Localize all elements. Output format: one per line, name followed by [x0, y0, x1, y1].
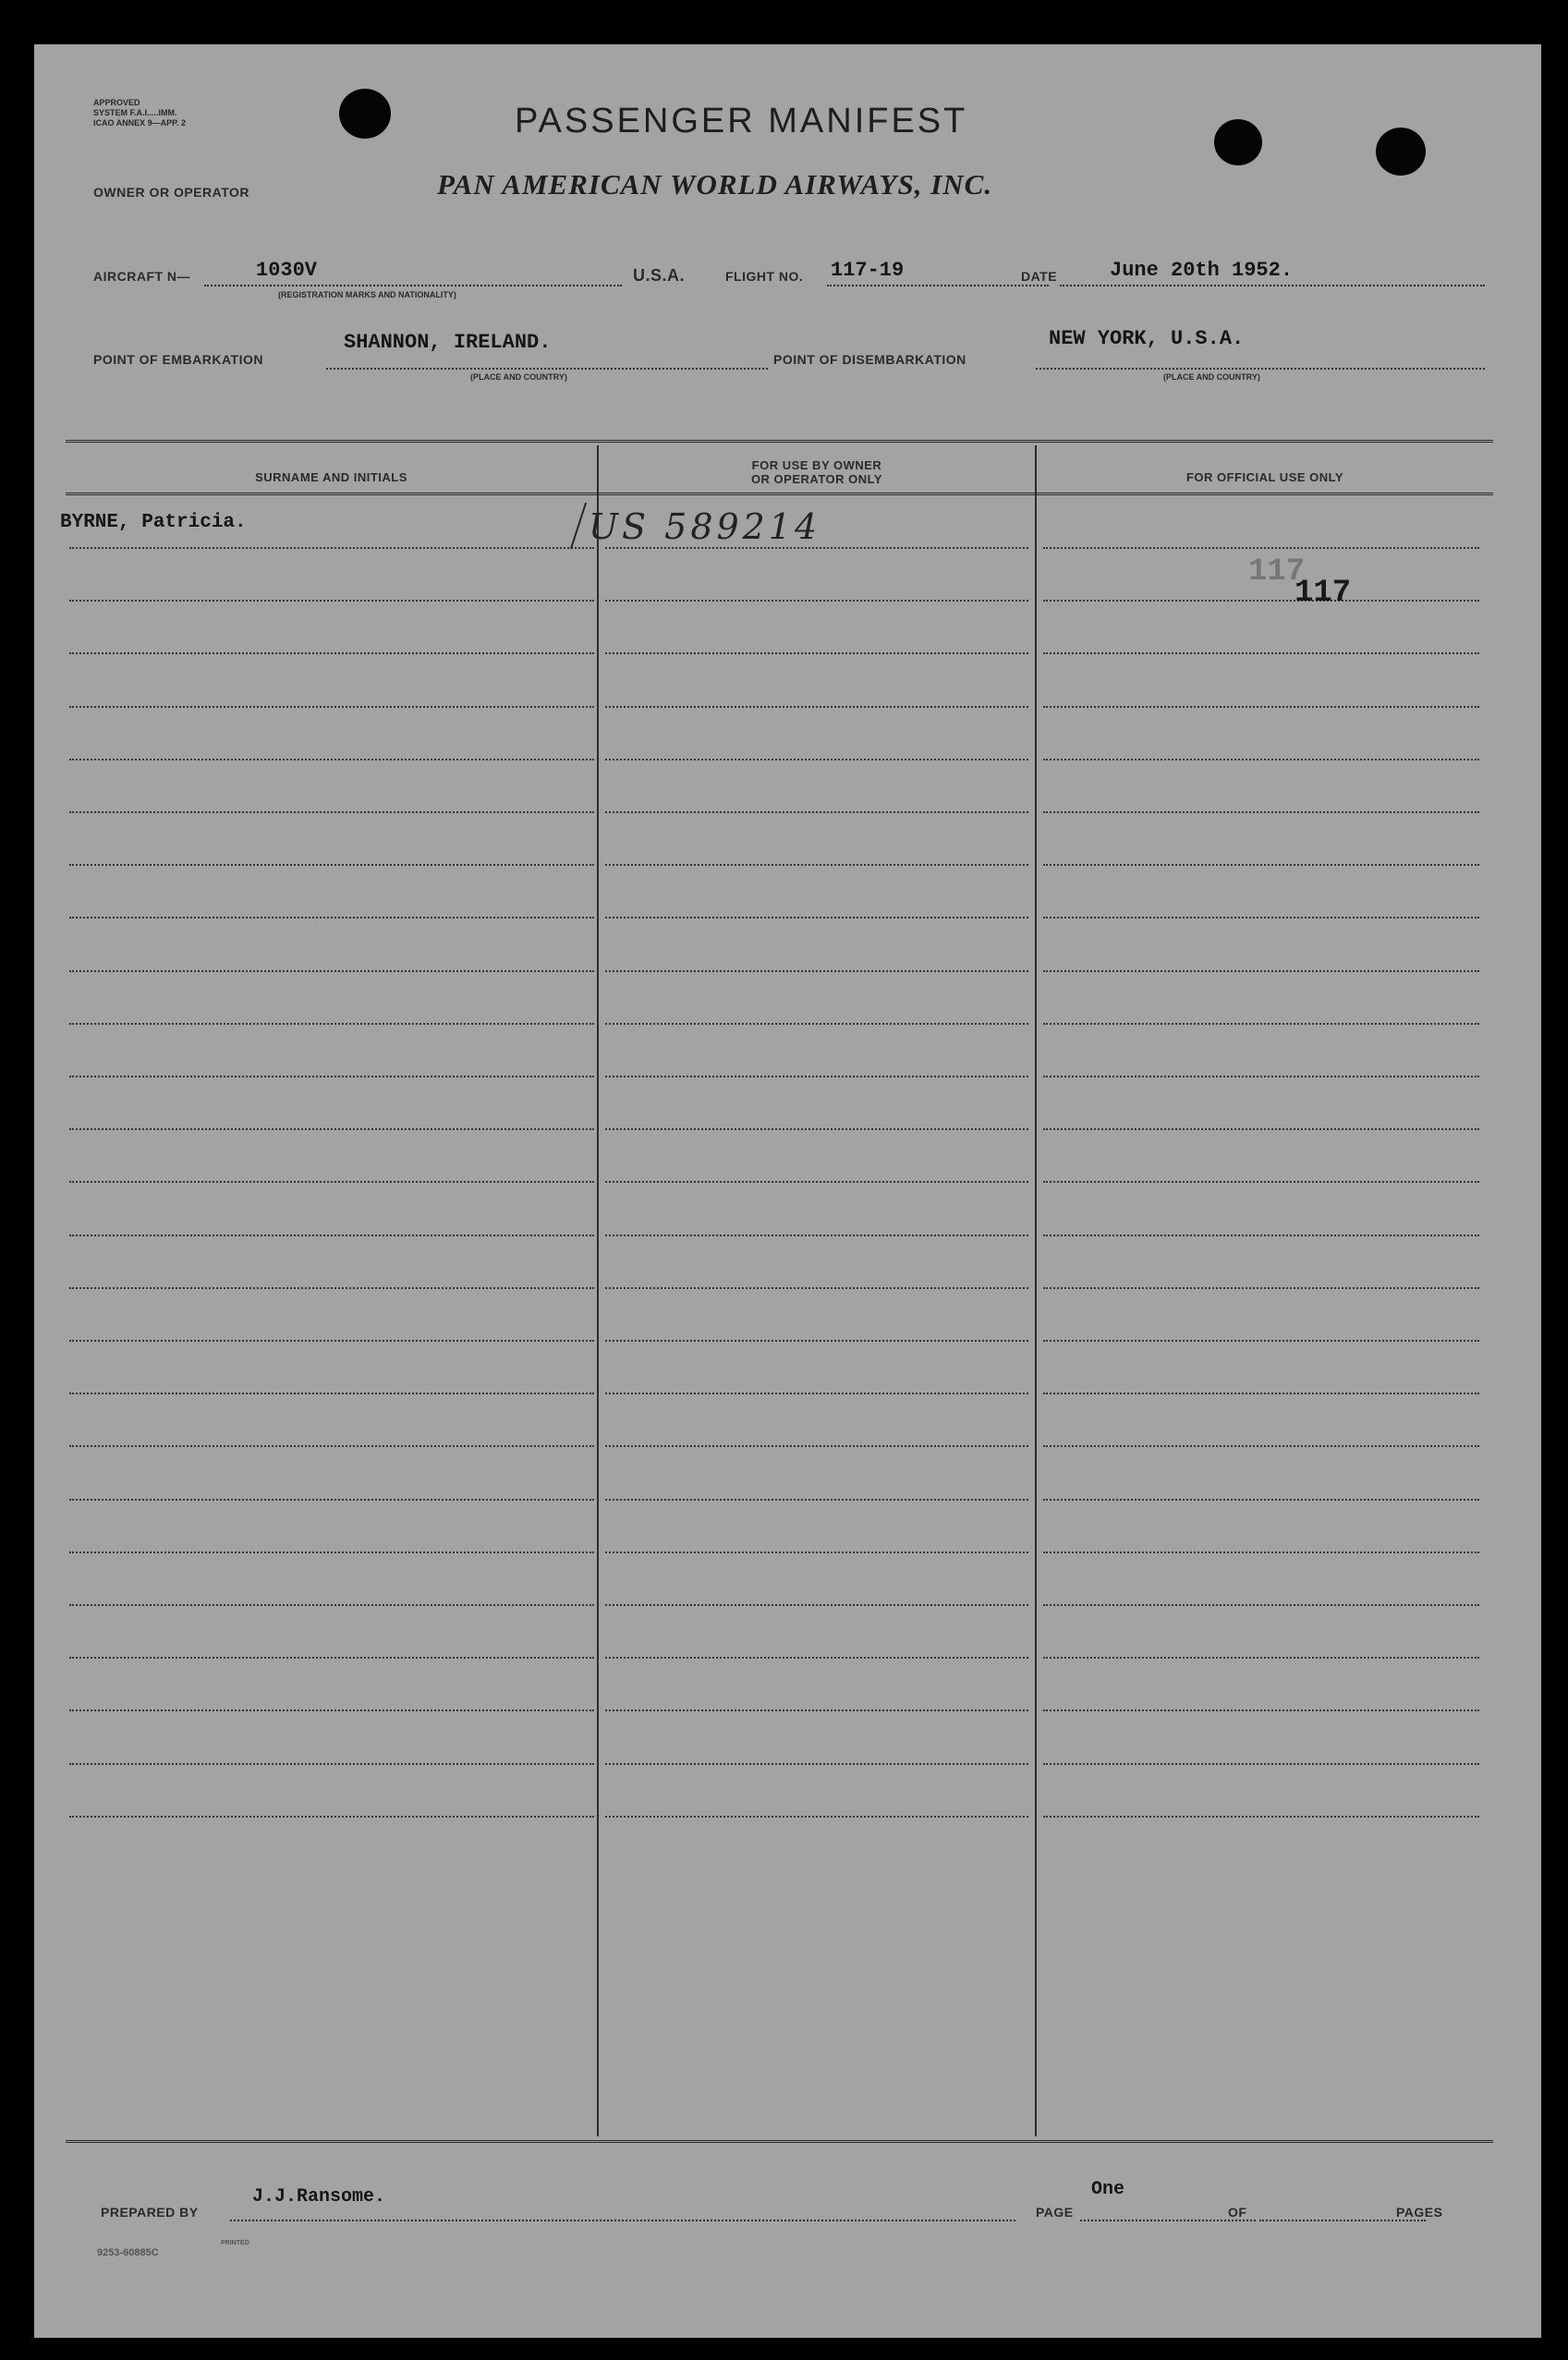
row-rule	[605, 1128, 1028, 1130]
row-rule	[605, 1393, 1028, 1394]
row-rule	[605, 1076, 1028, 1077]
column-header-operator	[599, 458, 1035, 486]
row-rule	[69, 1763, 594, 1765]
row-rule	[1043, 1709, 1479, 1711]
punch-hole-middle	[1214, 119, 1262, 165]
official-stamp-faint: 117	[1248, 554, 1306, 590]
embarkation-value: SHANNON, IRELAND.	[344, 331, 552, 354]
row-rule	[605, 1604, 1028, 1606]
row-rule	[605, 1709, 1028, 1711]
page-title: PASSENGER MANIFEST	[515, 102, 968, 140]
row-rule	[1043, 1287, 1479, 1289]
row-rule	[69, 1709, 594, 1711]
date-label: DATE	[1021, 269, 1058, 284]
row-rule	[69, 1181, 594, 1183]
aircraft-caption: (REGISTRATION MARKS AND NATIONALITY)	[278, 290, 456, 299]
prepared-by-underline	[230, 2220, 1015, 2221]
row-rule	[69, 1287, 594, 1289]
row-rule	[1043, 1604, 1479, 1606]
prepared-by-value: J.J.Ransome.	[252, 2186, 386, 2208]
row-rule	[605, 864, 1028, 866]
row-rule	[69, 547, 594, 549]
pages-label: PAGES	[1396, 2205, 1443, 2220]
row-rule	[605, 1023, 1028, 1025]
row-rule	[605, 1499, 1028, 1501]
approval-line-1: APPROVED	[93, 98, 140, 107]
row-rule	[69, 1551, 594, 1553]
row-rule	[605, 917, 1028, 918]
approval-block	[93, 98, 186, 128]
aircraft-label: AIRCRAFT N—	[93, 269, 191, 284]
prepared-by-label: PREPARED BY	[101, 2205, 199, 2220]
row-rule	[69, 1128, 594, 1130]
row-rule	[69, 1445, 594, 1447]
page-label: PAGE	[1036, 2205, 1074, 2220]
printed-mark: PRINTED	[221, 2240, 249, 2246]
row-rule	[1043, 1445, 1479, 1447]
row-rule	[1043, 600, 1479, 602]
row-rule	[1043, 917, 1479, 918]
row-rule	[1043, 1816, 1479, 1818]
row-rule	[69, 652, 594, 654]
page-underline	[1080, 2220, 1256, 2221]
row-rule	[605, 652, 1028, 654]
owner-label: OWNER OR OPERATOR	[93, 185, 249, 200]
column-header-official: FOR OFFICIAL USE ONLY	[1185, 470, 1344, 484]
column-header-operator-line-2: OR OPERATOR ONLY	[750, 472, 883, 486]
row-rule	[605, 1816, 1028, 1818]
approval-line-2: SYSTEM F.A.I.....IMM.	[93, 108, 177, 117]
row-rule	[605, 759, 1028, 760]
row-rule	[69, 970, 594, 972]
column-divider-1	[597, 445, 599, 2136]
row-rule	[605, 706, 1028, 708]
flight-underline	[827, 285, 1049, 286]
row-rule	[69, 1816, 594, 1818]
aircraft-value: 1030V	[256, 259, 318, 282]
row-rule	[69, 1235, 594, 1236]
row-rule	[1043, 1235, 1479, 1236]
form-number: 9253-60885C	[97, 2247, 159, 2258]
row-rule	[69, 1657, 594, 1659]
table-bottom-border	[66, 2140, 1493, 2143]
row-rule	[69, 917, 594, 918]
row-rule	[1043, 1076, 1479, 1077]
nationality: U.S.A.	[633, 266, 686, 285]
operator-entry: US 589214	[589, 506, 821, 547]
row-rule	[605, 600, 1028, 602]
row-rule	[605, 1181, 1028, 1183]
row-rule	[605, 1235, 1028, 1236]
row-rule	[1043, 1340, 1479, 1342]
page-value: One	[1091, 2179, 1125, 2200]
row-rule	[1043, 1181, 1479, 1183]
row-rule	[1043, 1551, 1479, 1553]
row-rule	[69, 1340, 594, 1342]
aircraft-underline	[204, 285, 622, 286]
row-rule	[69, 864, 594, 866]
disembarkation-caption: (PLACE AND COUNTRY)	[1163, 372, 1260, 382]
date-value: June 20th 1952.	[1110, 259, 1294, 282]
row-rule	[605, 1445, 1028, 1447]
row-rule	[1043, 970, 1479, 972]
row-rule	[605, 811, 1028, 813]
row-rule	[1043, 864, 1479, 866]
flight-value: 117-19	[831, 259, 905, 282]
embarkation-caption: (PLACE AND COUNTRY)	[470, 372, 567, 382]
column-header-operator-line-1: FOR USE BY OWNER	[751, 458, 882, 472]
disembarkation-value: NEW YORK, U.S.A.	[1049, 327, 1245, 350]
row-rule	[605, 1657, 1028, 1659]
disembarkation-label: POINT OF DISEMBARKATION	[773, 352, 966, 367]
official-stamp: 117	[1295, 576, 1352, 611]
punch-hole-right	[1376, 128, 1426, 176]
row-rule	[605, 970, 1028, 972]
row-rule	[69, 1499, 594, 1501]
passenger-name: BYRNE, Patricia.	[60, 512, 247, 533]
approval-line-3: ICAO ANNEX 9—APP. 2	[93, 118, 187, 128]
company-name: PAN AMERICAN WORLD AIRWAYS, INC.	[437, 168, 993, 201]
row-rule	[605, 1551, 1028, 1553]
of-label: OF	[1228, 2205, 1247, 2220]
row-rule	[605, 547, 1028, 549]
row-rule	[1043, 1128, 1479, 1130]
disembarkation-underline	[1036, 368, 1485, 370]
row-rule	[69, 1393, 594, 1394]
of-underline	[1259, 2220, 1426, 2221]
row-rule	[69, 1023, 594, 1025]
embarkation-underline	[326, 368, 768, 370]
row-rule	[1043, 811, 1479, 813]
date-underline	[1060, 285, 1485, 286]
punch-hole-left	[339, 89, 391, 139]
row-rule	[69, 811, 594, 813]
row-rule	[1043, 1393, 1479, 1394]
row-rule	[1043, 652, 1479, 654]
row-rule	[605, 1287, 1028, 1289]
row-rule	[69, 706, 594, 708]
row-rule	[69, 1076, 594, 1077]
flight-label: FLIGHT NO.	[725, 269, 804, 284]
row-rule	[605, 1340, 1028, 1342]
row-rule	[69, 1604, 594, 1606]
column-header-surname: SURNAME AND INITIALS	[255, 470, 407, 484]
row-rule	[1043, 547, 1479, 549]
table-top-border	[66, 440, 1493, 443]
column-divider-2	[1035, 445, 1037, 2136]
row-rule	[69, 759, 594, 760]
row-rule	[1043, 1023, 1479, 1025]
row-rule	[1043, 759, 1479, 760]
row-rule	[69, 600, 594, 602]
row-rule	[605, 1763, 1028, 1765]
table-header-border	[66, 493, 1493, 495]
row-rule	[1043, 706, 1479, 708]
row-rule	[1043, 1763, 1479, 1765]
embarkation-label: POINT OF EMBARKATION	[93, 352, 263, 367]
row-rule	[1043, 1499, 1479, 1501]
manifest-page	[34, 44, 1541, 2338]
row-rule	[1043, 1657, 1479, 1659]
